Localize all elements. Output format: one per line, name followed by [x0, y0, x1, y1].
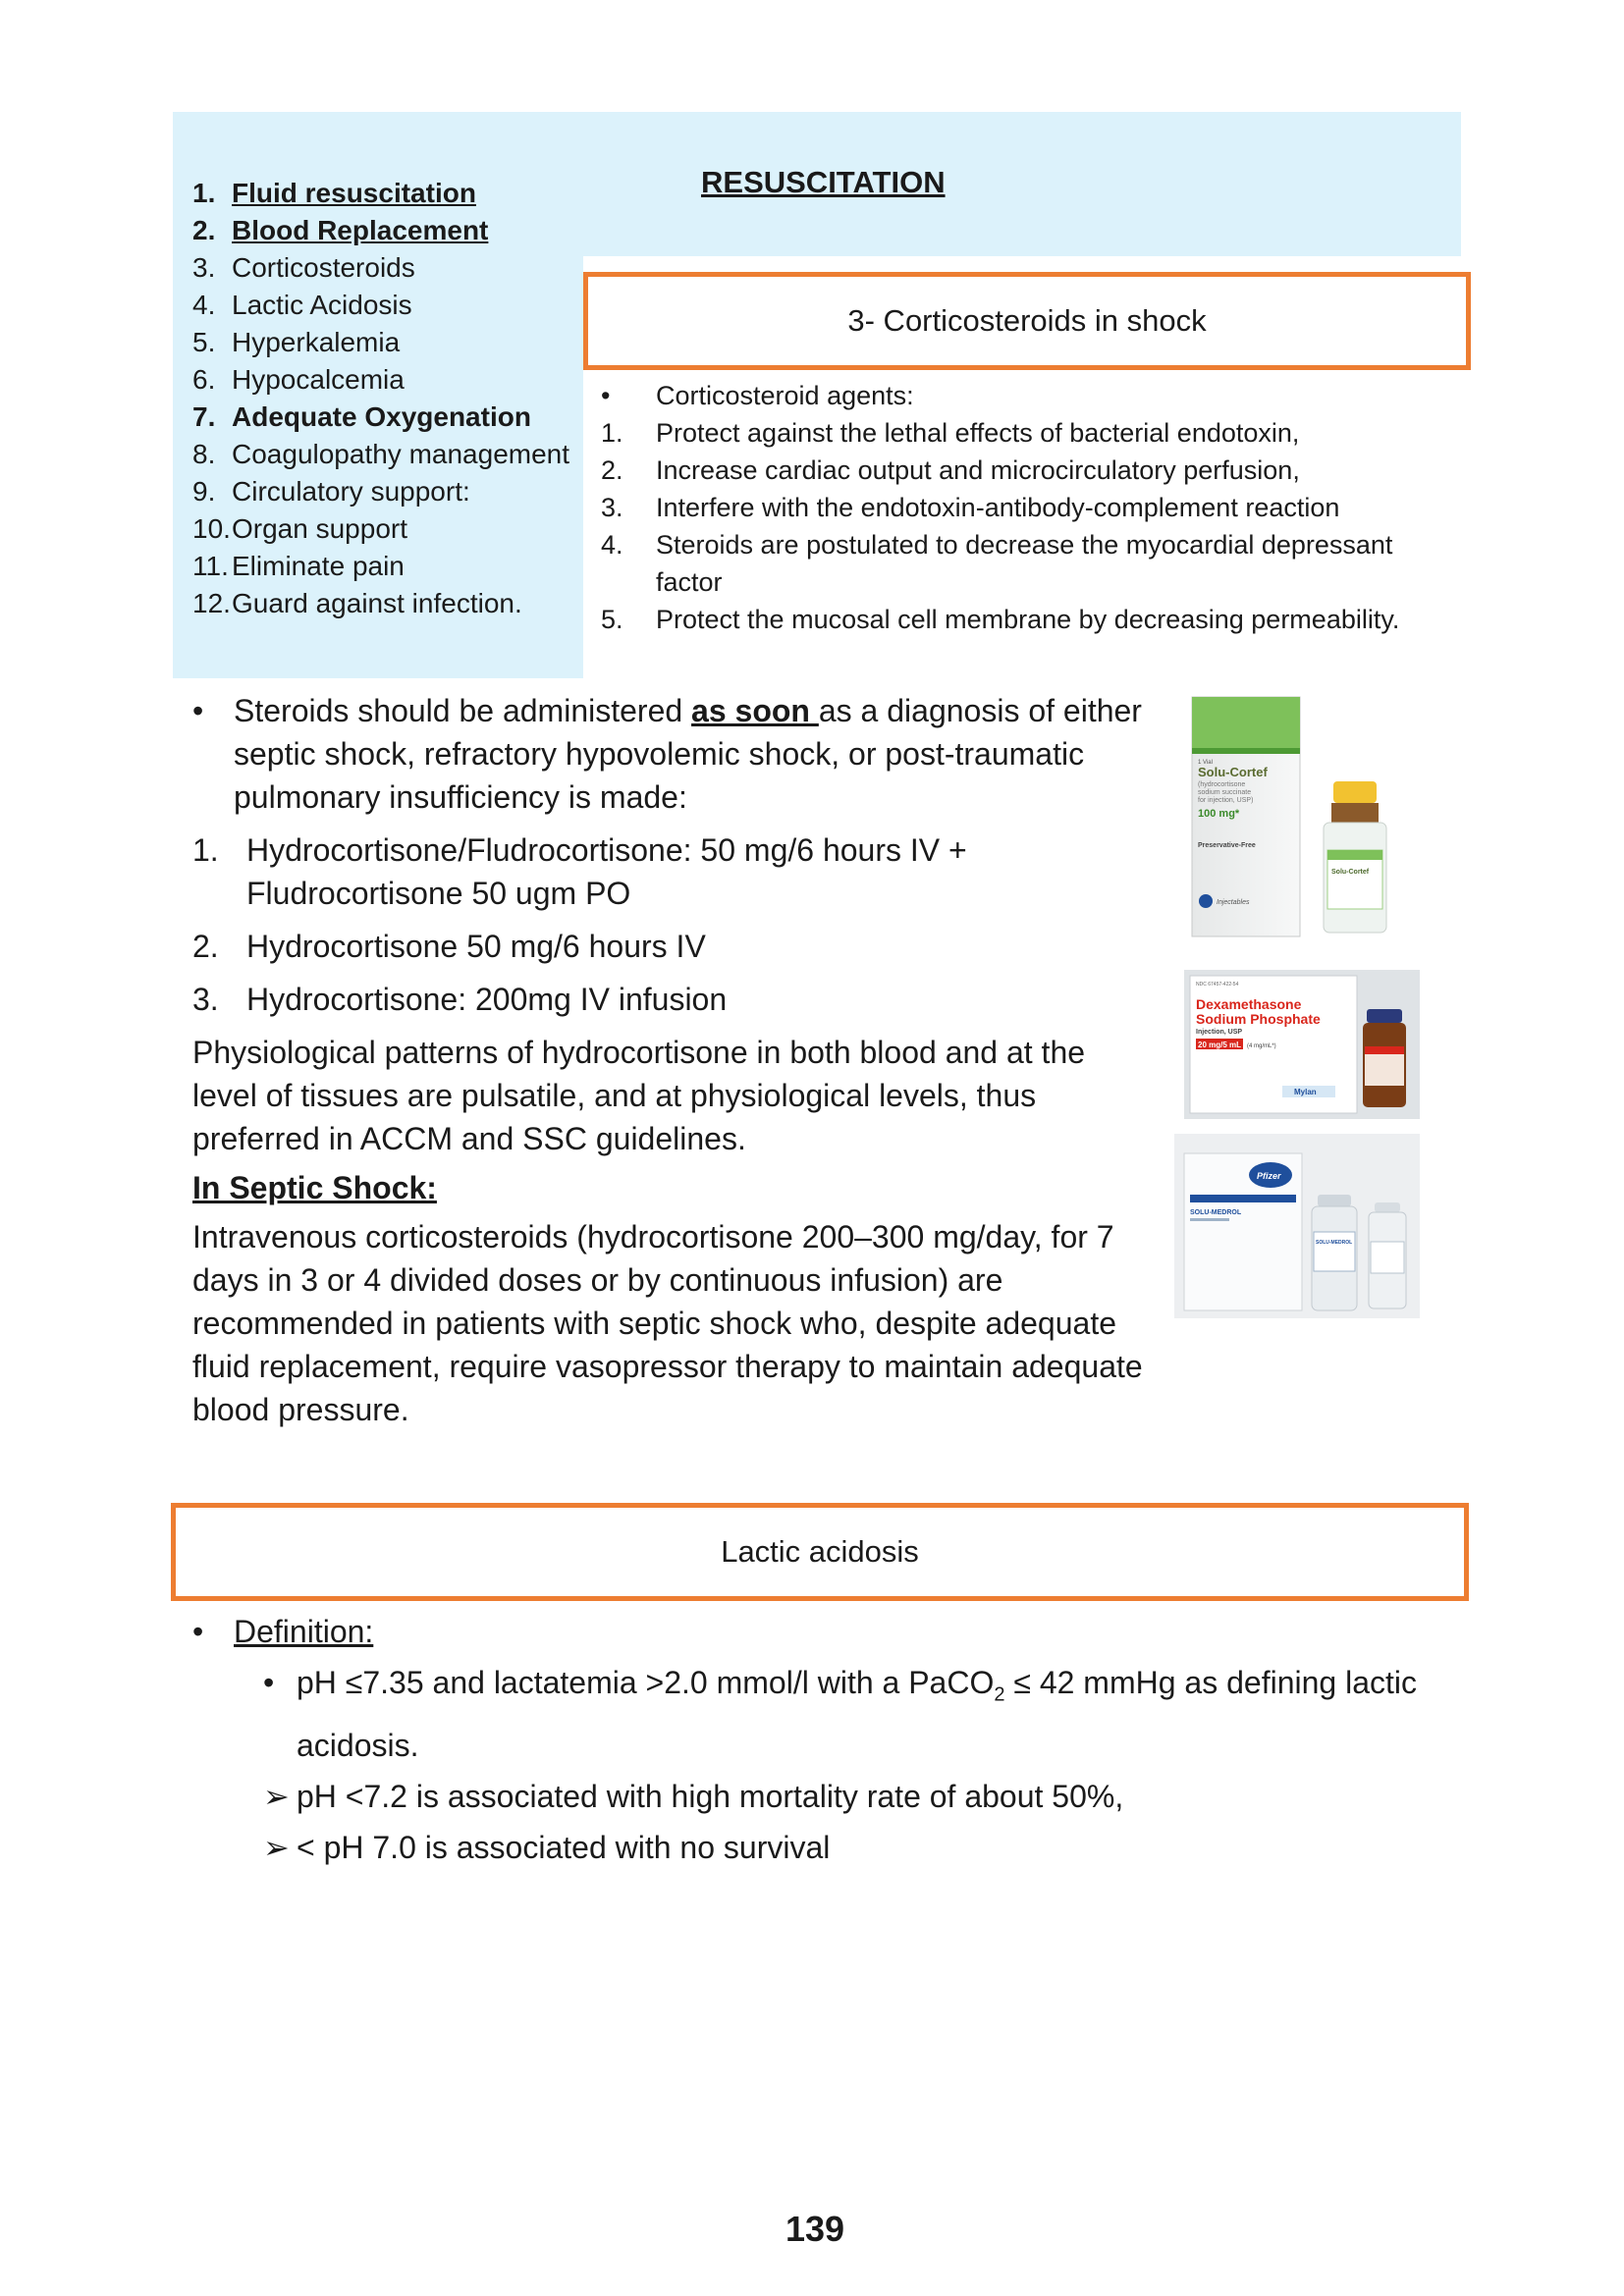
toc-item	[192, 548, 581, 585]
toc-number: 7.	[192, 401, 216, 432]
item-number: 5.	[601, 605, 623, 634]
definition-text	[297, 1657, 1426, 1771]
solu-cortef-image	[1184, 695, 1420, 940]
item-number: 4.	[601, 530, 623, 560]
toc-item	[192, 175, 581, 212]
medrol-brand: SOLU-MEDROL	[1190, 1209, 1242, 1216]
item-text: Hydrocortisone/Fludrocortisone: 50 mg/6 hours IV + Fludrocortisone 50 ugm PO	[246, 832, 967, 911]
vial-label: Solu-Cortef	[1331, 869, 1370, 876]
def-text-a: pH ≤7.35 and lactatemia >2.0 mmol/l with a PaCO	[297, 1665, 995, 1700]
list-item	[192, 1771, 1469, 1822]
toc-label: Coagulopathy management	[232, 439, 570, 469]
dexa-form: Injection, USP	[1196, 1029, 1243, 1036]
dexa-name2: Sodium Phosphate	[1196, 1011, 1321, 1027]
toc-item	[192, 287, 581, 324]
def-text-b: ≤ 42 mmHg as defining lactic acidosis.	[297, 1665, 1417, 1764]
arrow-bullet-icon: ➢	[263, 1779, 290, 1815]
dexa-dose: 20 mg/5 mL	[1198, 1041, 1242, 1049]
cortef-pf: Preservative-Free	[1198, 842, 1256, 849]
item-number: 1.	[601, 418, 623, 448]
toc-label: Circulatory support:	[232, 476, 470, 507]
toc-number: 5.	[192, 327, 216, 357]
list-item	[601, 452, 1465, 489]
medrol-maker: Pfizer	[1257, 1171, 1281, 1181]
item-number: 2.	[192, 929, 219, 964]
def-subscript: 2	[994, 1683, 1005, 1706]
toc-number: 1.	[192, 178, 216, 208]
item-number: 3.	[601, 493, 623, 522]
dexa-maker: Mylan	[1294, 1088, 1317, 1096]
list-item	[601, 377, 1465, 414]
toc-item	[192, 436, 581, 473]
dexa-conc: (4 mg/mL*)	[1247, 1043, 1276, 1049]
list-item	[192, 925, 1076, 968]
septic-paragraph: Intravenous corticosteroids (hydrocortisone 200–300 mg/day, for 7 days in 3 or 4 divided doses or by continuous infusion) are recommended in patients with septic shock who, despite adequate fluid replacement, require vasopressor therapy to maintain adequate blood pressure.	[192, 1219, 1143, 1427]
toc-item	[192, 510, 581, 548]
list-item	[192, 1657, 1469, 1771]
dexamethasone-image	[1184, 970, 1420, 1119]
list-item	[192, 1606, 1469, 1657]
toc-number: 4.	[192, 290, 216, 320]
item-text: Hydrocortisone 50 mg/6 hours IV	[246, 929, 706, 964]
cortef-brand: Solu-Cortef	[1198, 765, 1268, 779]
toc-label: Hyperkalemia	[232, 327, 401, 357]
toc-label: Blood Replacement	[232, 215, 489, 245]
toc-number: 2.	[192, 215, 216, 245]
list-item	[601, 489, 1465, 526]
toc-label: Corticosteroids	[232, 252, 415, 283]
toc-item	[192, 585, 581, 622]
list-item	[601, 601, 1465, 638]
medrol-vial-label: SOLU-MEDROL	[1316, 1240, 1353, 1246]
section-heading-text: Lactic acidosis	[721, 1534, 919, 1569]
item-text: < pH 7.0 is associated with no survival	[297, 1830, 831, 1866]
toc-number: 3.	[192, 252, 216, 283]
cortef-sub1: (hydrocortisone	[1198, 781, 1246, 788]
bullet: •	[601, 381, 611, 410]
toc-item	[192, 249, 581, 287]
svg-text:1 Vial: 1 Vial	[1198, 760, 1213, 766]
bullet: •	[192, 693, 204, 728]
list-item	[601, 526, 1465, 601]
steroid-paragraph	[234, 689, 1155, 819]
list-item	[192, 689, 1155, 819]
toc-label: Organ support	[232, 513, 407, 544]
bullet: •	[263, 1665, 275, 1700]
toc-label: Guard against infection.	[232, 588, 522, 618]
list-item	[192, 1822, 1469, 1873]
toc-number: 6.	[192, 364, 216, 395]
vial-cap	[1333, 781, 1377, 803]
cortef-maker2: Injectables	[1217, 899, 1250, 906]
list-item	[192, 828, 1076, 915]
toc-item	[192, 212, 581, 249]
item-number: 2.	[601, 455, 623, 485]
cortef-sub2: sodium succinate	[1198, 789, 1252, 796]
toc-number: 9.	[192, 476, 216, 507]
agents-list	[601, 377, 1465, 638]
page-title: RESUSCITATION	[701, 165, 946, 199]
septic-heading: In Septic Shock:	[192, 1170, 437, 1205]
item-text: Protect against the lethal effects of bacterial endotoxin,	[656, 418, 1300, 448]
definition-label: Definition:	[234, 1614, 374, 1649]
page-number: 139	[785, 2209, 845, 2249]
toc-number: 10.	[192, 513, 231, 544]
arrow-bullet-icon: ➢	[263, 1830, 290, 1866]
item-text: Interfere with the endotoxin-antibody-complement reaction	[656, 493, 1340, 522]
item-number: 1.	[192, 832, 219, 868]
toc-item	[192, 324, 581, 361]
cortef-sub3: for injection, USP)	[1198, 797, 1254, 804]
agents-intro: Corticosteroid agents:	[656, 381, 914, 410]
dexa-ndc: NDC 67457-422-54	[1196, 982, 1239, 988]
toc-item	[192, 473, 581, 510]
solu-medrol-image	[1174, 1134, 1420, 1318]
pfizer-logo	[1199, 894, 1213, 908]
item-text: Steroids are postulated to decrease the myocardial depressant factor	[656, 530, 1393, 597]
toc-list	[192, 175, 581, 622]
physiology-paragraph: Physiological patterns of hydrocortisone in both blood and at the level of tissues are pulsatile, and at physiological levels, thus preferred in ACCM and SSC guidelines.	[192, 1035, 1086, 1156]
steroid-text-b: as a diagnosis of either septic shock, refractory hypovolemic shock, or post-traumatic pulmonary insufficiency is made:	[234, 693, 1142, 815]
item-text: Increase cardiac output and microcirculatory perfusion,	[656, 455, 1300, 485]
list-item	[601, 414, 1465, 452]
item-text: Protect the mucosal cell membrane by decreasing permeability.	[656, 605, 1400, 634]
item-text: Hydrocortisone: 200mg IV infusion	[246, 982, 728, 1017]
toc-label: Hypocalcemia	[232, 364, 405, 395]
toc-label: Adequate Oxygenation	[232, 401, 531, 432]
section-heading-text: 3- Corticosteroids in shock	[847, 303, 1207, 338]
toc-number: 12.	[192, 588, 231, 618]
bullet: •	[192, 1614, 204, 1649]
toc-item	[192, 361, 581, 399]
lactic-acidosis-section	[192, 1606, 1469, 1873]
toc-number: 8.	[192, 439, 216, 469]
section-heading-lactic-acidosis	[171, 1503, 1469, 1601]
steroid-text-a: Steroids should be administered	[234, 693, 692, 728]
toc-label: Lactic Acidosis	[232, 290, 412, 320]
item-number: 3.	[192, 982, 219, 1017]
toc-number: 11.	[192, 551, 229, 581]
list-item	[192, 978, 1076, 1021]
section-heading-corticosteroids	[583, 272, 1471, 370]
dexa-name1: Dexamethasone	[1196, 996, 1302, 1012]
toc-item	[192, 399, 581, 436]
cortef-dose: 100 mg*	[1198, 808, 1240, 820]
item-text: pH <7.2 is associated with high mortality rate of about 50%,	[297, 1779, 1124, 1815]
toc-label: Fluid resuscitation	[232, 178, 476, 208]
steroid-section	[192, 689, 1174, 1431]
toc-label: Eliminate pain	[232, 551, 405, 581]
steroid-emphasis: as soon	[691, 693, 819, 728]
